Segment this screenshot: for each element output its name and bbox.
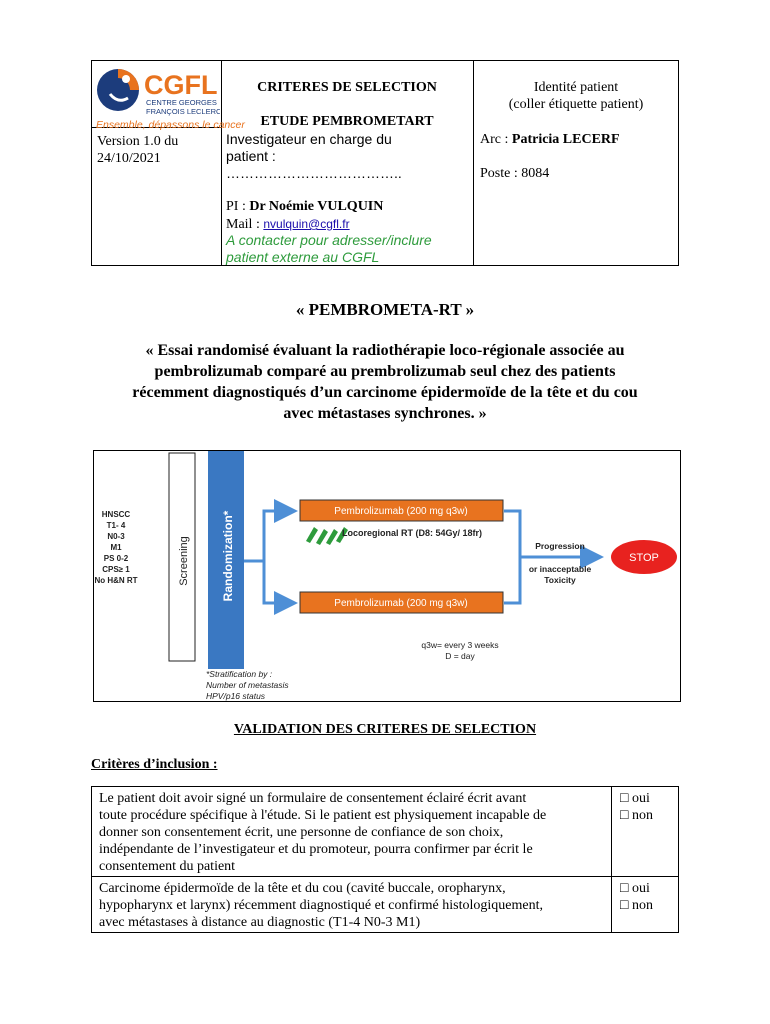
- eligibility-item: CPS≥ 1: [102, 565, 130, 574]
- logo-tagline: Ensemble, dépassons le cancer: [96, 119, 245, 131]
- arm1-arrow: [244, 511, 292, 561]
- investigator-block: [226, 131, 471, 182]
- arc-name: Patricia LECERF: [511, 132, 620, 147]
- contact-note-line: patient externe au CGFL: [226, 249, 380, 265]
- arm2-label: Pembrolizumab (200 mg q3w): [334, 598, 468, 609]
- version-date: 24/10/2021: [97, 151, 161, 166]
- study-title: ETUDE PEMBROMETART: [260, 114, 434, 129]
- eligibility-item: N0-3: [107, 532, 125, 541]
- eligibility-item: T1- 4: [106, 521, 126, 530]
- stratification-line: HPV/p16 status: [206, 691, 266, 701]
- criteria-line: toute procédure spécifique à l'étude. Si le patient est physiquement incapable de: [99, 808, 547, 823]
- study-name: « PEMBROMETA-RT »: [295, 300, 475, 319]
- inclusion-title: Critères d’inclusion :: [91, 757, 218, 772]
- validation-title: VALIDATION DES CRITERES DE SELECTION: [233, 722, 537, 737]
- header-table: [91, 60, 679, 266]
- contact-note-line: A contacter pour adresser/inclure: [226, 232, 432, 248]
- pi-name: Dr Noémie VULQUIN: [249, 199, 384, 214]
- progression-label: or inacceptable: [528, 564, 592, 574]
- criteria-text: [92, 787, 612, 876]
- criteria-line: hypopharynx et larynx) récemment diagnostiqué et confirmé histologiquement,: [99, 898, 543, 913]
- mail-prefix: Mail :: [226, 217, 264, 232]
- arm2-arrow: [244, 561, 292, 603]
- patient-id-label: [476, 79, 676, 113]
- eligibility-item: PS 0-2: [103, 554, 129, 563]
- mail-link[interactable]: nvulquin@cgfl.fr: [263, 217, 350, 231]
- eligibility-item: M1: [110, 543, 122, 552]
- description-line: « Essai randomisé évaluant la radiothérapie loco-régionale associée au: [145, 342, 625, 359]
- eligibility-item: No H&N RT: [94, 576, 138, 585]
- pi-prefix: PI :: [226, 199, 250, 214]
- progression-label: Progression: [535, 541, 585, 551]
- version-info: [97, 133, 217, 167]
- divider: [221, 61, 222, 265]
- version-line: Version 1.0 du: [97, 134, 179, 149]
- criteria-row: [92, 787, 678, 876]
- yes-checkbox[interactable]: □ oui: [620, 791, 650, 806]
- criteria-options: [612, 787, 678, 876]
- logo-dot-icon: [122, 75, 130, 83]
- arc-line: [480, 131, 676, 148]
- study-design-diagram: [93, 450, 681, 702]
- logo-line2: FRANÇOIS LECLERC: [146, 107, 220, 116]
- legend-line: D = day: [445, 651, 475, 661]
- criteria-line: Le patient doit avoir signé un formulaire de consentement éclairé écrit avant: [99, 791, 527, 806]
- criteria-line: Carcinome épidermoïde de la tête et du cou (cavité buccale, oropharynx,: [99, 881, 506, 896]
- randomization-label: Randomization*: [221, 510, 235, 602]
- contact-note: [226, 232, 476, 266]
- arm1-label: Pembrolizumab (200 mg q3w): [334, 506, 468, 517]
- merge-bracket: [504, 511, 520, 603]
- criteria-line: avec métastases à distance au diagnostic (T1-4 N0-3 M1): [99, 915, 421, 930]
- criteria-line: donner son consentement écrit, une personne de confiance de son choix,: [99, 825, 504, 840]
- eligibility-item: HNSCC: [101, 510, 131, 519]
- logo-brand: CGFL: [144, 70, 218, 100]
- investigator-label: Investigateur en charge du: [226, 131, 392, 147]
- no-checkbox[interactable]: □ non: [620, 808, 653, 823]
- investigator-blank: ………………………………..: [226, 165, 402, 181]
- screening-label: Screening: [178, 536, 190, 586]
- legend-line: q3w= every 3 weeks: [421, 640, 499, 650]
- arc-prefix: Arc :: [480, 132, 512, 147]
- inclusion-criteria-table: [91, 786, 679, 933]
- progression-label: Toxicity: [544, 575, 576, 585]
- criteria-title: CRITERES DE SELECTION: [257, 80, 437, 95]
- criteria-text: [92, 877, 612, 932]
- poste-line: Poste : 8084: [480, 166, 550, 181]
- arm1-rt-label: Locoregional RT (D8: 54Gy/ 18fr): [342, 528, 483, 538]
- study-description: [100, 340, 670, 424]
- no-checkbox[interactable]: □ non: [620, 898, 653, 913]
- stratification-line: Number of metastasis: [206, 680, 289, 690]
- patient-id-line: (coller étiquette patient): [508, 97, 644, 112]
- description-line: pembrolizumab comparé au prembrolizumab seul chez des patients: [154, 363, 616, 380]
- logo-line1: CENTRE GEORGES: [146, 98, 217, 107]
- criteria-line: consentement du patient: [99, 859, 236, 874]
- stratification-line: *Stratification by :: [206, 669, 273, 679]
- investigator-label-2: patient :: [226, 148, 276, 164]
- pi-line: [226, 198, 471, 215]
- criteria-row: [92, 876, 678, 932]
- yes-checkbox[interactable]: □ oui: [620, 881, 650, 896]
- criteria-options: [612, 877, 678, 932]
- mail-line: [226, 216, 471, 233]
- criteria-line: indépendante de l’investigateur et du promoteur, pourra confirmer par écrit le: [99, 842, 533, 857]
- stop-label: STOP: [629, 552, 659, 564]
- description-line: avec métastases synchrones. »: [283, 405, 487, 422]
- description-line: récemment diagnostiqués d’un carcinome épidermoïde de la tête et du cou: [132, 384, 638, 401]
- patient-id-line: Identité patient: [533, 80, 619, 95]
